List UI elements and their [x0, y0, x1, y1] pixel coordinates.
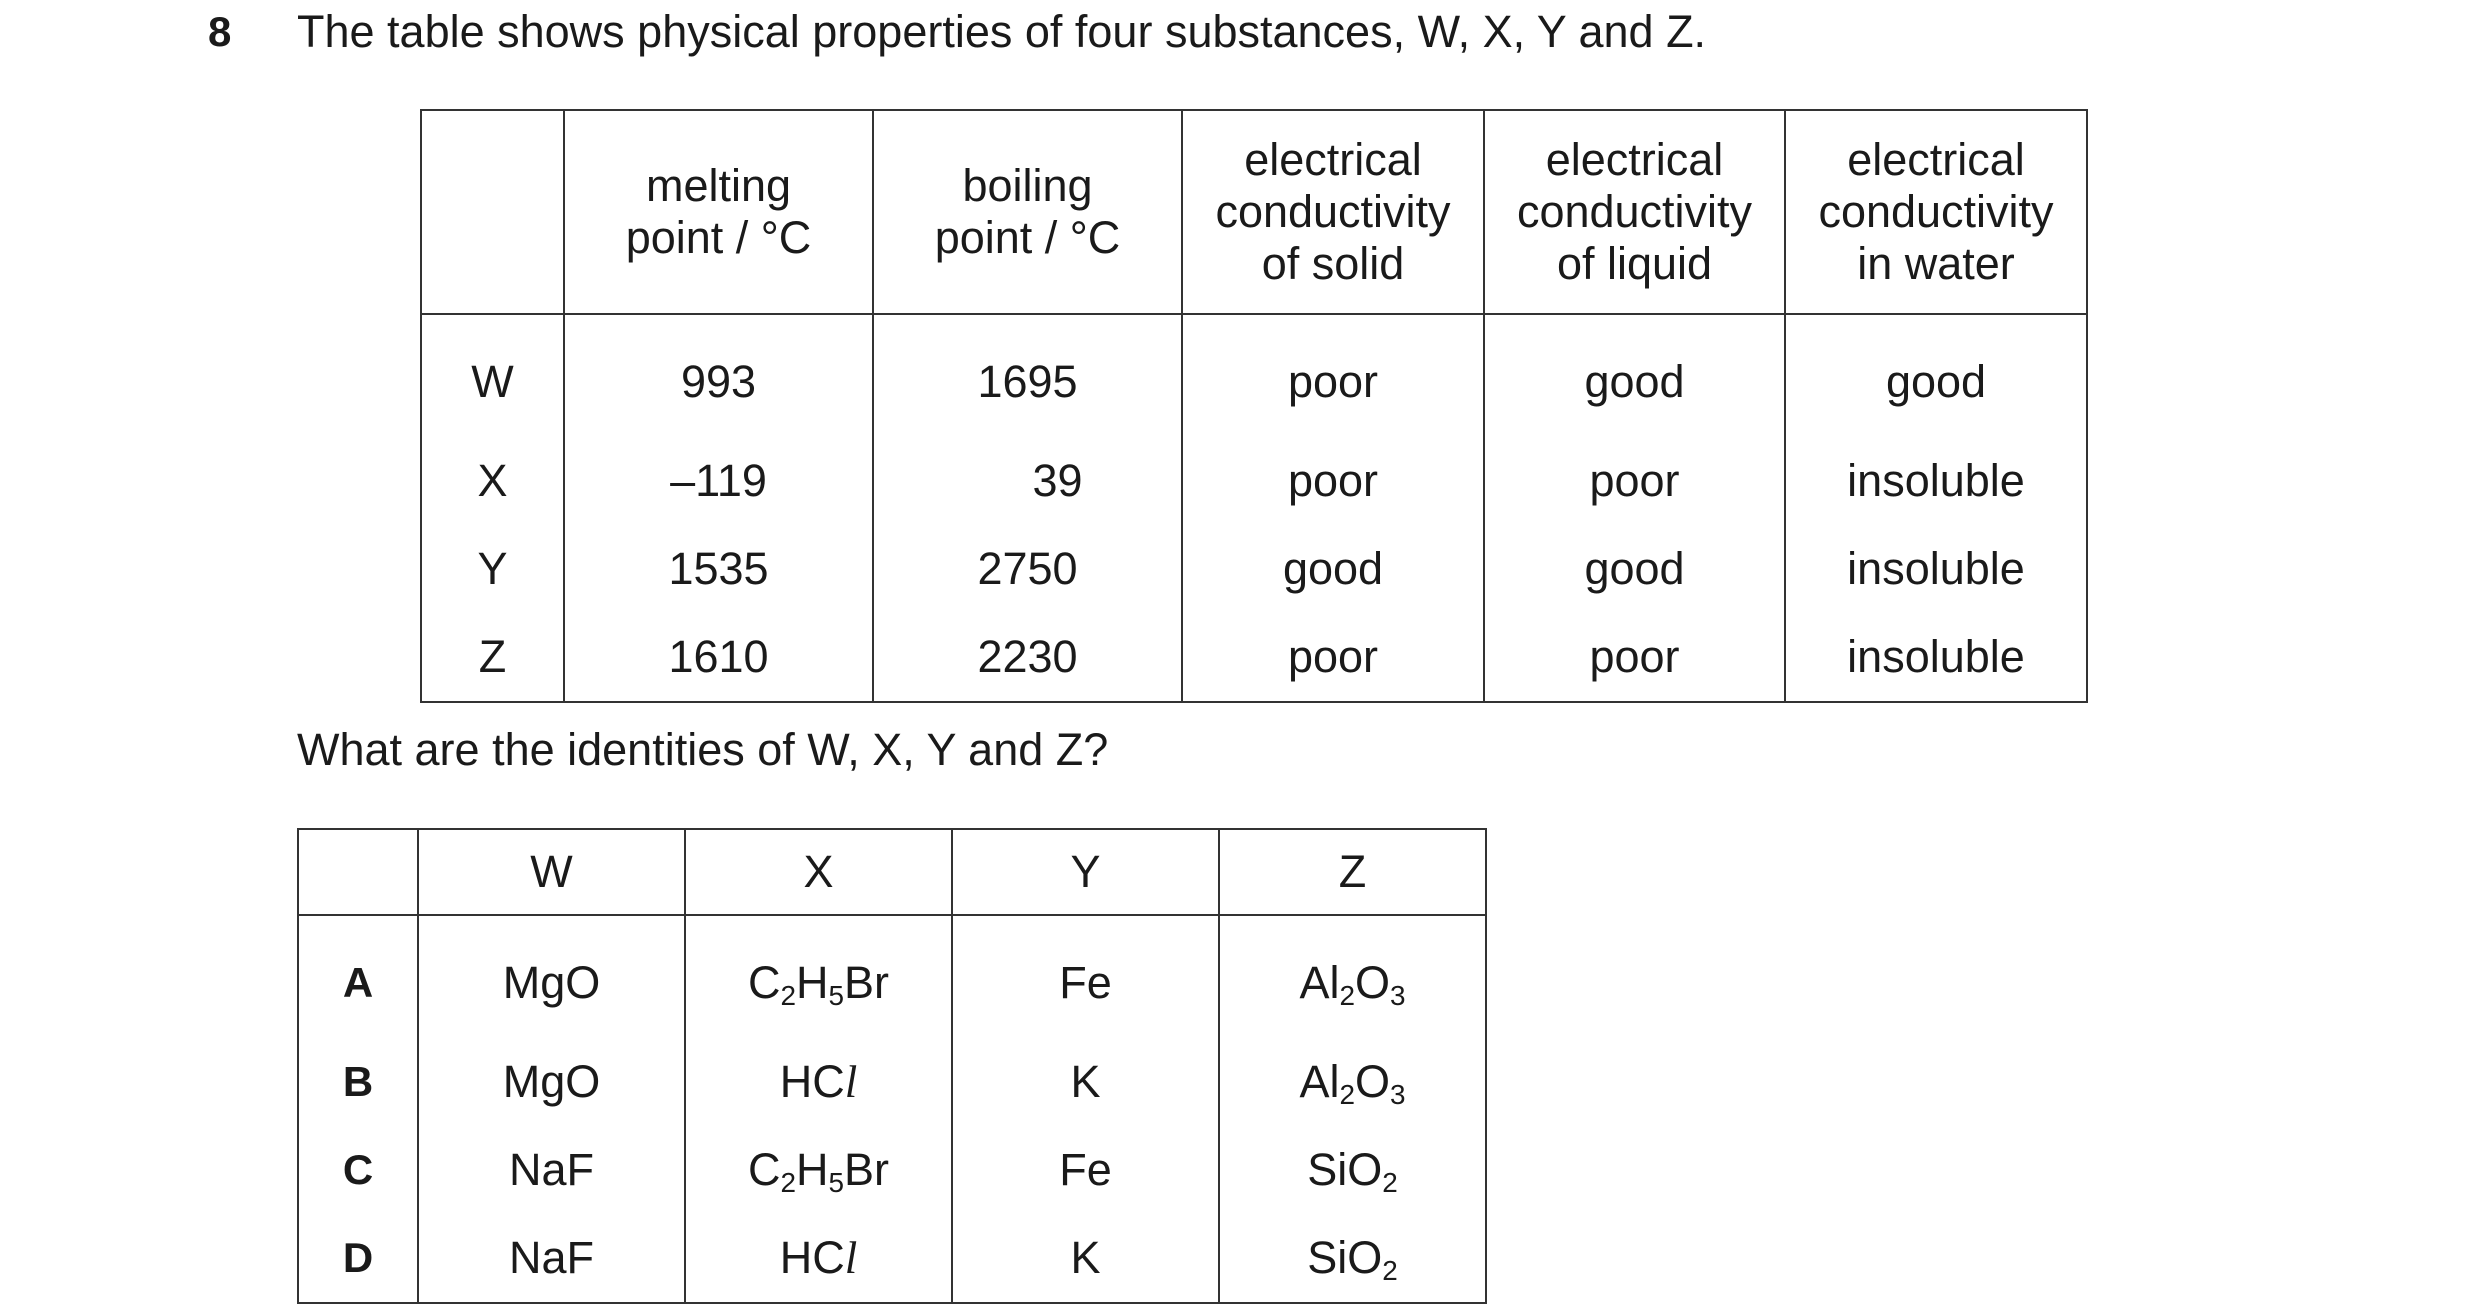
sub-question-text: What are the identities of W, X, Y and Z? [297, 724, 1109, 775]
formula-part: O [1355, 957, 1391, 1008]
answer-header-y: Y [952, 829, 1219, 915]
cell-substance: Z [421, 613, 564, 702]
properties-header-row [421, 110, 2087, 314]
option-y-formula: K [952, 1214, 1219, 1303]
option-z-formula [1219, 1126, 1486, 1214]
cell-boiling-point: 39 [873, 437, 1182, 525]
header-solid-line-1: electrical [1244, 134, 1422, 185]
header-water-line-3: in water [1857, 238, 2015, 289]
option-label[interactable]: B [298, 1038, 418, 1126]
answer-header-blank [298, 829, 418, 915]
formula-part: SiO [1307, 1232, 1383, 1283]
cell-boiling-point: 1695 [873, 314, 1182, 437]
formula-part: C [747, 957, 781, 1008]
formula-subscript: 3 [1390, 1078, 1406, 1110]
answer-option-a[interactable] [298, 915, 1486, 1038]
properties-row-x [421, 437, 2087, 525]
answer-header-z: Z [1219, 829, 1486, 915]
formula-part: Br [844, 1144, 890, 1195]
answer-options-table [297, 828, 1487, 1304]
header-melting-point [564, 110, 873, 314]
cell-boiling-point: 2750 [873, 525, 1182, 613]
option-label[interactable]: D [298, 1214, 418, 1303]
option-z-formula [1219, 1038, 1486, 1126]
cell-conductivity-water: insoluble [1785, 525, 2087, 613]
header-liquid-line-2: conductivity [1516, 186, 1753, 237]
cell-melting-point: 1610 [564, 613, 873, 702]
cell-conductivity-liquid: good [1484, 525, 1785, 613]
cell-conductivity-liquid: good [1484, 314, 1785, 437]
cell-conductivity-solid: poor [1182, 314, 1484, 437]
option-w-formula: NaF [418, 1214, 685, 1303]
header-melting-line-2: point / °C [625, 212, 812, 263]
cell-conductivity-liquid: poor [1484, 613, 1785, 702]
formula-part: H [796, 957, 829, 1008]
cell-melting-point: –119 [564, 437, 873, 525]
header-substance [421, 110, 564, 314]
formula-part: Br [844, 957, 890, 1008]
option-y-formula: K [952, 1038, 1219, 1126]
cell-melting-point: 993 [564, 314, 873, 437]
option-x-formula [685, 1038, 952, 1126]
formula-subscript: 2 [780, 1166, 796, 1198]
formula-part: H [796, 1144, 829, 1195]
cell-substance: Y [421, 525, 564, 613]
answer-header-w: W [418, 829, 685, 915]
properties-row-w [421, 314, 2087, 437]
header-conductivity-liquid [1484, 110, 1785, 314]
cell-conductivity-solid: good [1182, 525, 1484, 613]
header-boiling-point [873, 110, 1182, 314]
formula-part: HC [779, 1232, 845, 1283]
option-x-formula [685, 1214, 952, 1303]
answer-option-d[interactable] [298, 1214, 1486, 1303]
formula-subscript: 2 [1382, 1254, 1398, 1286]
answer-header-x: X [685, 829, 952, 915]
properties-row-y [421, 525, 2087, 613]
option-y-formula: Fe [952, 1126, 1219, 1214]
cell-conductivity-liquid: poor [1484, 437, 1785, 525]
cell-conductivity-water: insoluble [1785, 437, 2087, 525]
formula-subscript: 5 [828, 1166, 845, 1198]
option-z-formula [1219, 1214, 1486, 1303]
formula-part: C [747, 1144, 781, 1195]
answer-option-b[interactable] [298, 1038, 1486, 1126]
cell-melting-point: 1535 [564, 525, 873, 613]
option-x-formula [685, 1126, 952, 1214]
header-boiling-line-2: point / °C [934, 212, 1121, 263]
formula-part: Al [1299, 1056, 1340, 1107]
cell-conductivity-water: insoluble [1785, 613, 2087, 702]
answer-header-row [298, 829, 1486, 915]
header-solid-line-3: of solid [1261, 238, 1405, 289]
formula-subscript: 2 [1382, 1166, 1398, 1198]
properties-table [420, 109, 2088, 703]
header-conductivity-solid [1182, 110, 1484, 314]
option-y-formula: Fe [952, 915, 1219, 1038]
option-label[interactable]: A [298, 915, 418, 1038]
cell-conductivity-solid: poor [1182, 437, 1484, 525]
formula-subscript: 2 [1339, 979, 1355, 1011]
header-boiling-line-1: boiling [962, 160, 1093, 211]
option-label[interactable]: C [298, 1126, 418, 1214]
header-solid-line-2: conductivity [1215, 186, 1451, 237]
formula-part: HC [779, 1056, 845, 1107]
cell-substance: X [421, 437, 564, 525]
formula-subscript: 3 [1390, 979, 1406, 1011]
header-conductivity-water [1785, 110, 2087, 314]
option-w-formula: MgO [418, 915, 685, 1038]
question-number: 8 [208, 8, 232, 55]
properties-row-z [421, 613, 2087, 702]
formula-part: SiO [1307, 1144, 1383, 1195]
header-liquid-line-3: of liquid [1556, 238, 1713, 289]
option-z-formula [1219, 915, 1486, 1038]
cell-conductivity-solid: poor [1182, 613, 1484, 702]
formula-part: l [844, 1057, 858, 1107]
formula-subscript: 2 [1339, 1078, 1355, 1110]
formula-subscript: 2 [780, 979, 796, 1011]
header-water-line-1: electrical [1847, 134, 2025, 185]
formula-part: l [844, 1233, 858, 1283]
header-liquid-line-1: electrical [1545, 134, 1724, 185]
answer-option-c[interactable] [298, 1126, 1486, 1214]
formula-subscript: 5 [828, 979, 845, 1011]
cell-boiling-point: 2230 [873, 613, 1182, 702]
option-w-formula: NaF [418, 1126, 685, 1214]
header-water-line-2: conductivity [1818, 186, 2054, 237]
header-melting-line-1: melting [645, 160, 792, 211]
cell-substance: W [421, 314, 564, 437]
question-text: The table shows physical properties of four substances, W, X, Y and Z. [297, 6, 1707, 57]
cell-conductivity-water: good [1785, 314, 2087, 437]
option-x-formula [685, 915, 952, 1038]
option-w-formula: MgO [418, 1038, 685, 1126]
formula-part: O [1355, 1056, 1391, 1107]
formula-part: Al [1299, 957, 1340, 1008]
